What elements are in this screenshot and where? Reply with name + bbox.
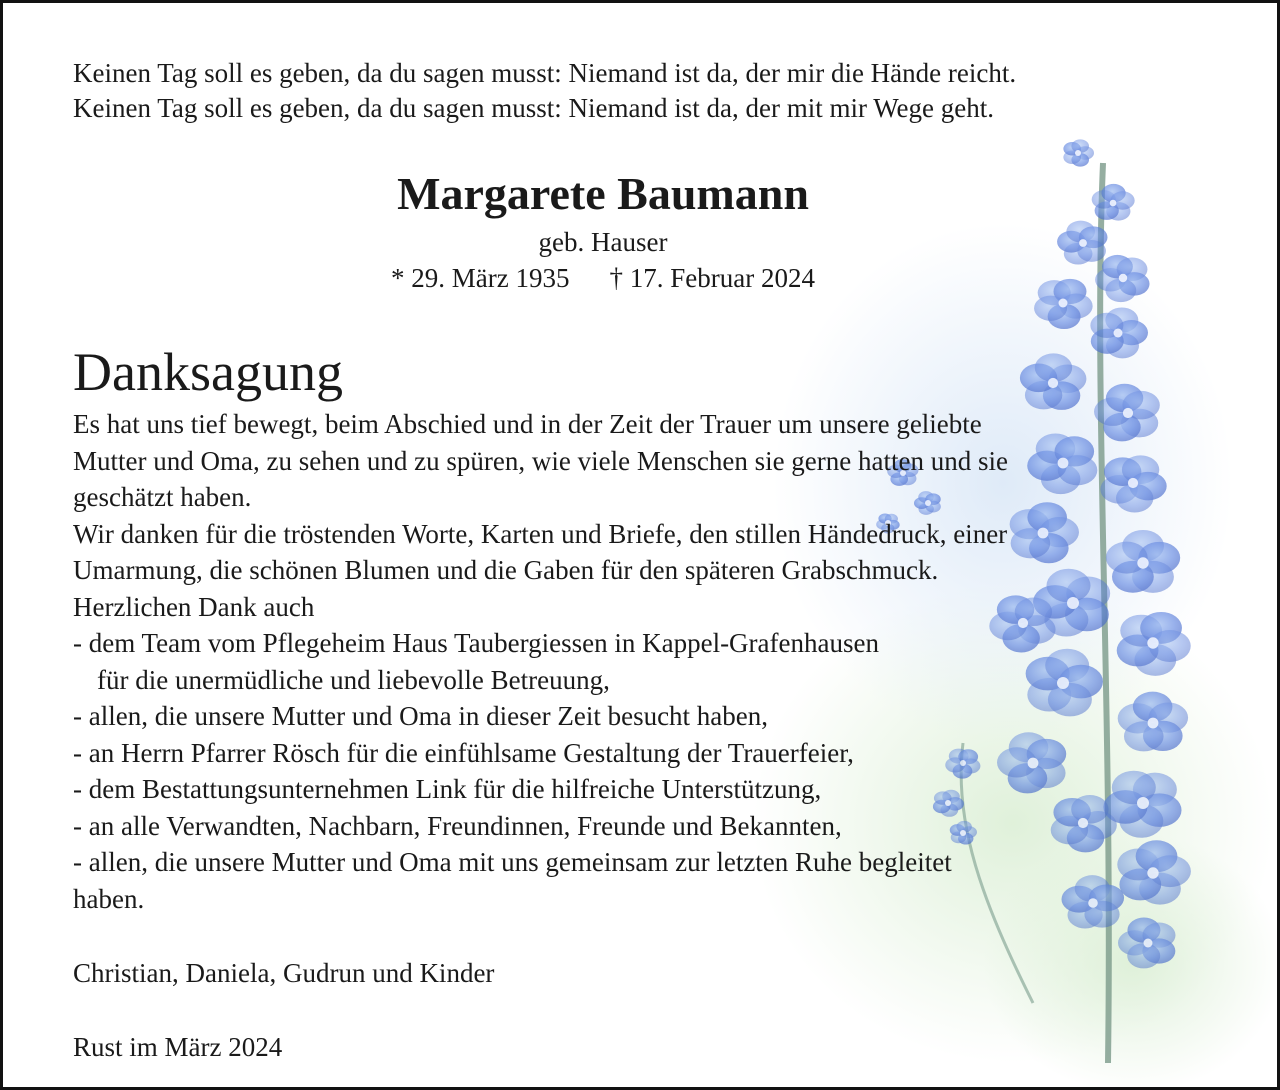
birth-date: * 29. März 1935 <box>391 263 570 293</box>
life-dates <box>3 261 1203 295</box>
signers: Christian, Daniela, Gudrun und Kinder <box>73 958 495 988</box>
maiden-name: geb. Hauser <box>538 227 668 257</box>
text-line: geschätzt haben. <box>73 482 252 512</box>
deceased-name: Margarete Baumann <box>397 168 809 219</box>
text-line: Umarmung, die schönen Blumen und die Gaben für den späteren Grabschmuck. <box>73 555 939 585</box>
verse-line: Keinen Tag soll es geben, da du sagen musst: Niemand ist da, der mit mir Wege geht. <box>73 93 994 123</box>
text-line: Herzlichen Dank auch <box>73 591 315 622</box>
text-line: haben. <box>73 883 145 914</box>
text-line: - allen, die unsere Mutter und Oma mit uns gemeinsam zur letzten Ruhe begleitet <box>73 847 952 877</box>
verse-line: Keinen Tag soll es geben, da du sagen musst: Niemand ist da, der mir die Hände reicht. <box>73 58 1017 88</box>
text-line: - an Herrn Pfarrer Rösch für die einfühlsame Gestaltung der Trauerfeier, <box>73 737 854 768</box>
text-line: für die unermüdliche und liebevolle Betreuung, <box>97 664 610 695</box>
text-line: - dem Team vom Pflegeheim Haus Taubergiessen in Kappel-Grafenhausen <box>73 628 879 658</box>
text-line: - an alle Verwandten, Nachbarn, Freundinnen, Freunde und Bekannten, <box>73 810 842 841</box>
place-date: Rust im März 2024 <box>73 1032 283 1062</box>
text-line: Wir danken für die tröstenden Worte, Karten und Briefe, den stillen Händedruck, einer <box>73 518 1008 549</box>
opening-verse <box>73 56 1016 126</box>
thanks-text <box>73 406 1223 917</box>
death-date: † 17. Februar 2024 <box>609 263 815 293</box>
text-line: - dem Bestattungsunternehmen Link für die hilfreiche Unterstützung, <box>73 774 822 804</box>
text-line: Mutter und Oma, zu sehen und zu spüren, wie viele Menschen sie gerne hatten und sie <box>73 445 1008 476</box>
section-heading: Danksagung <box>73 342 343 402</box>
text-line: - allen, die unsere Mutter und Oma in dieser Zeit besucht haben, <box>73 701 769 731</box>
text-line: Es hat uns tief bewegt, beim Abschied und in der Zeit der Trauer um unsere geliebte <box>73 409 982 439</box>
